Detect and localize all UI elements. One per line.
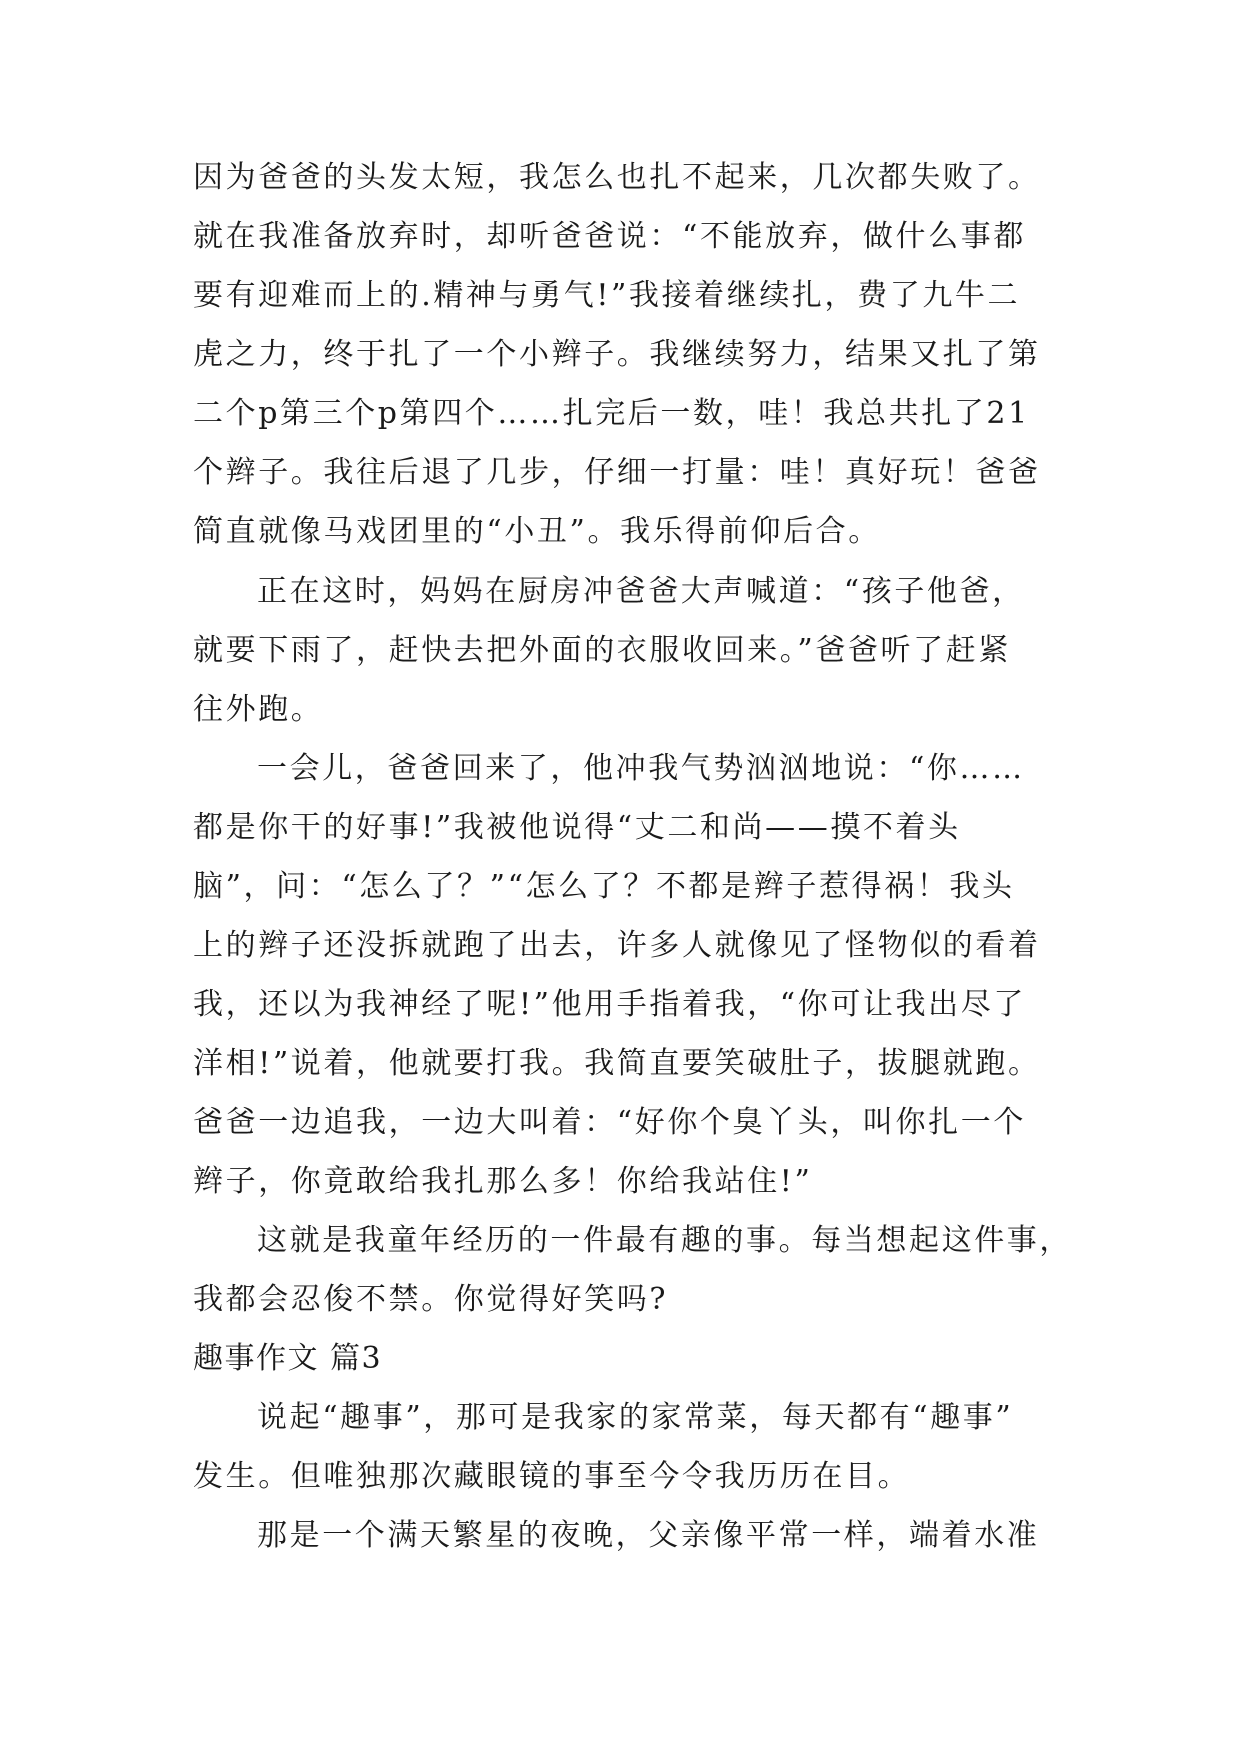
- text-line: 要有迎难而上的.精神与勇气!”我接着继续扎，费了九牛二: [193, 278, 1021, 313]
- text-line: 简直就像马戏团里的“小丑”。我乐得前仰后合。: [193, 514, 881, 549]
- text-line: 那是一个满天繁星的夜晚，父亲像平常一样，端着水准: [257, 1518, 1040, 1553]
- text-line: 脑”，问：“怎么了？”“怎么了？不都是辫子惹得祸！我头: [193, 869, 1015, 904]
- text-line: 这就是我童年经历的一件最有趣的事。每当想起这件事，: [257, 1223, 1072, 1258]
- text-line: 个辫子。我往后退了几步，仔细一打量：哇！真好玩！爸爸: [193, 455, 1041, 490]
- text-line: 二个p第三个p第四个……扎完后一数，哇！我总共扎了21: [193, 396, 1030, 431]
- text-line: 就在我准备放弃时，却听爸爸说：“不能放弃，做什么事都: [193, 219, 1026, 254]
- text-line: 上的辫子还没拆就跑了出去，许多人就像见了怪物似的看着: [193, 928, 1041, 963]
- text-line: 正在这时，妈妈在厨房冲爸爸大声喊道：“孩子他爸，: [257, 574, 1025, 609]
- text-line: 爸爸一边追我，一边大叫着：“好你个臭丫头，叫你扎一个: [193, 1105, 1026, 1140]
- text-line: 辫子，你竟敢给我扎那么多！你给我站住!”: [193, 1164, 813, 1199]
- text-line: 因为爸爸的头发太短，我怎么也扎不起来，几次都失败了。: [193, 160, 1041, 195]
- text-line: 就要下雨了，赶快去把外面的衣服收回来。”爸爸听了赶紧: [193, 633, 1011, 668]
- text-line: 虎之力，终于扎了一个小辫子。我继续努力，结果又扎了第: [193, 337, 1041, 372]
- text-line: 发生。但唯独那次藏眼镜的事至今令我历历在目。: [193, 1459, 911, 1494]
- text-line: 我，还以为我神经了呢!”他用手指着我，“你可让我出尽了: [193, 987, 1026, 1022]
- text-line: 我都会忍俊不禁。你觉得好笑吗?: [193, 1282, 669, 1317]
- text-line: 往外跑。: [193, 692, 324, 727]
- text-line: 说起“趣事”，那可是我家的家常菜，每天都有“趣事”: [257, 1400, 1014, 1435]
- section-heading: 趣事作文 篇3: [193, 1341, 383, 1376]
- text-line: 都是你干的好事!”我被他说得“丈二和尚——摸不着头: [193, 810, 961, 845]
- text-line: 洋相!”说着，他就要打我。我简直要笑破肚子，拔腿就跑。: [193, 1046, 1041, 1081]
- text-line: 一会儿，爸爸回来了，他冲我气势汹汹地说：“你……: [257, 751, 1025, 786]
